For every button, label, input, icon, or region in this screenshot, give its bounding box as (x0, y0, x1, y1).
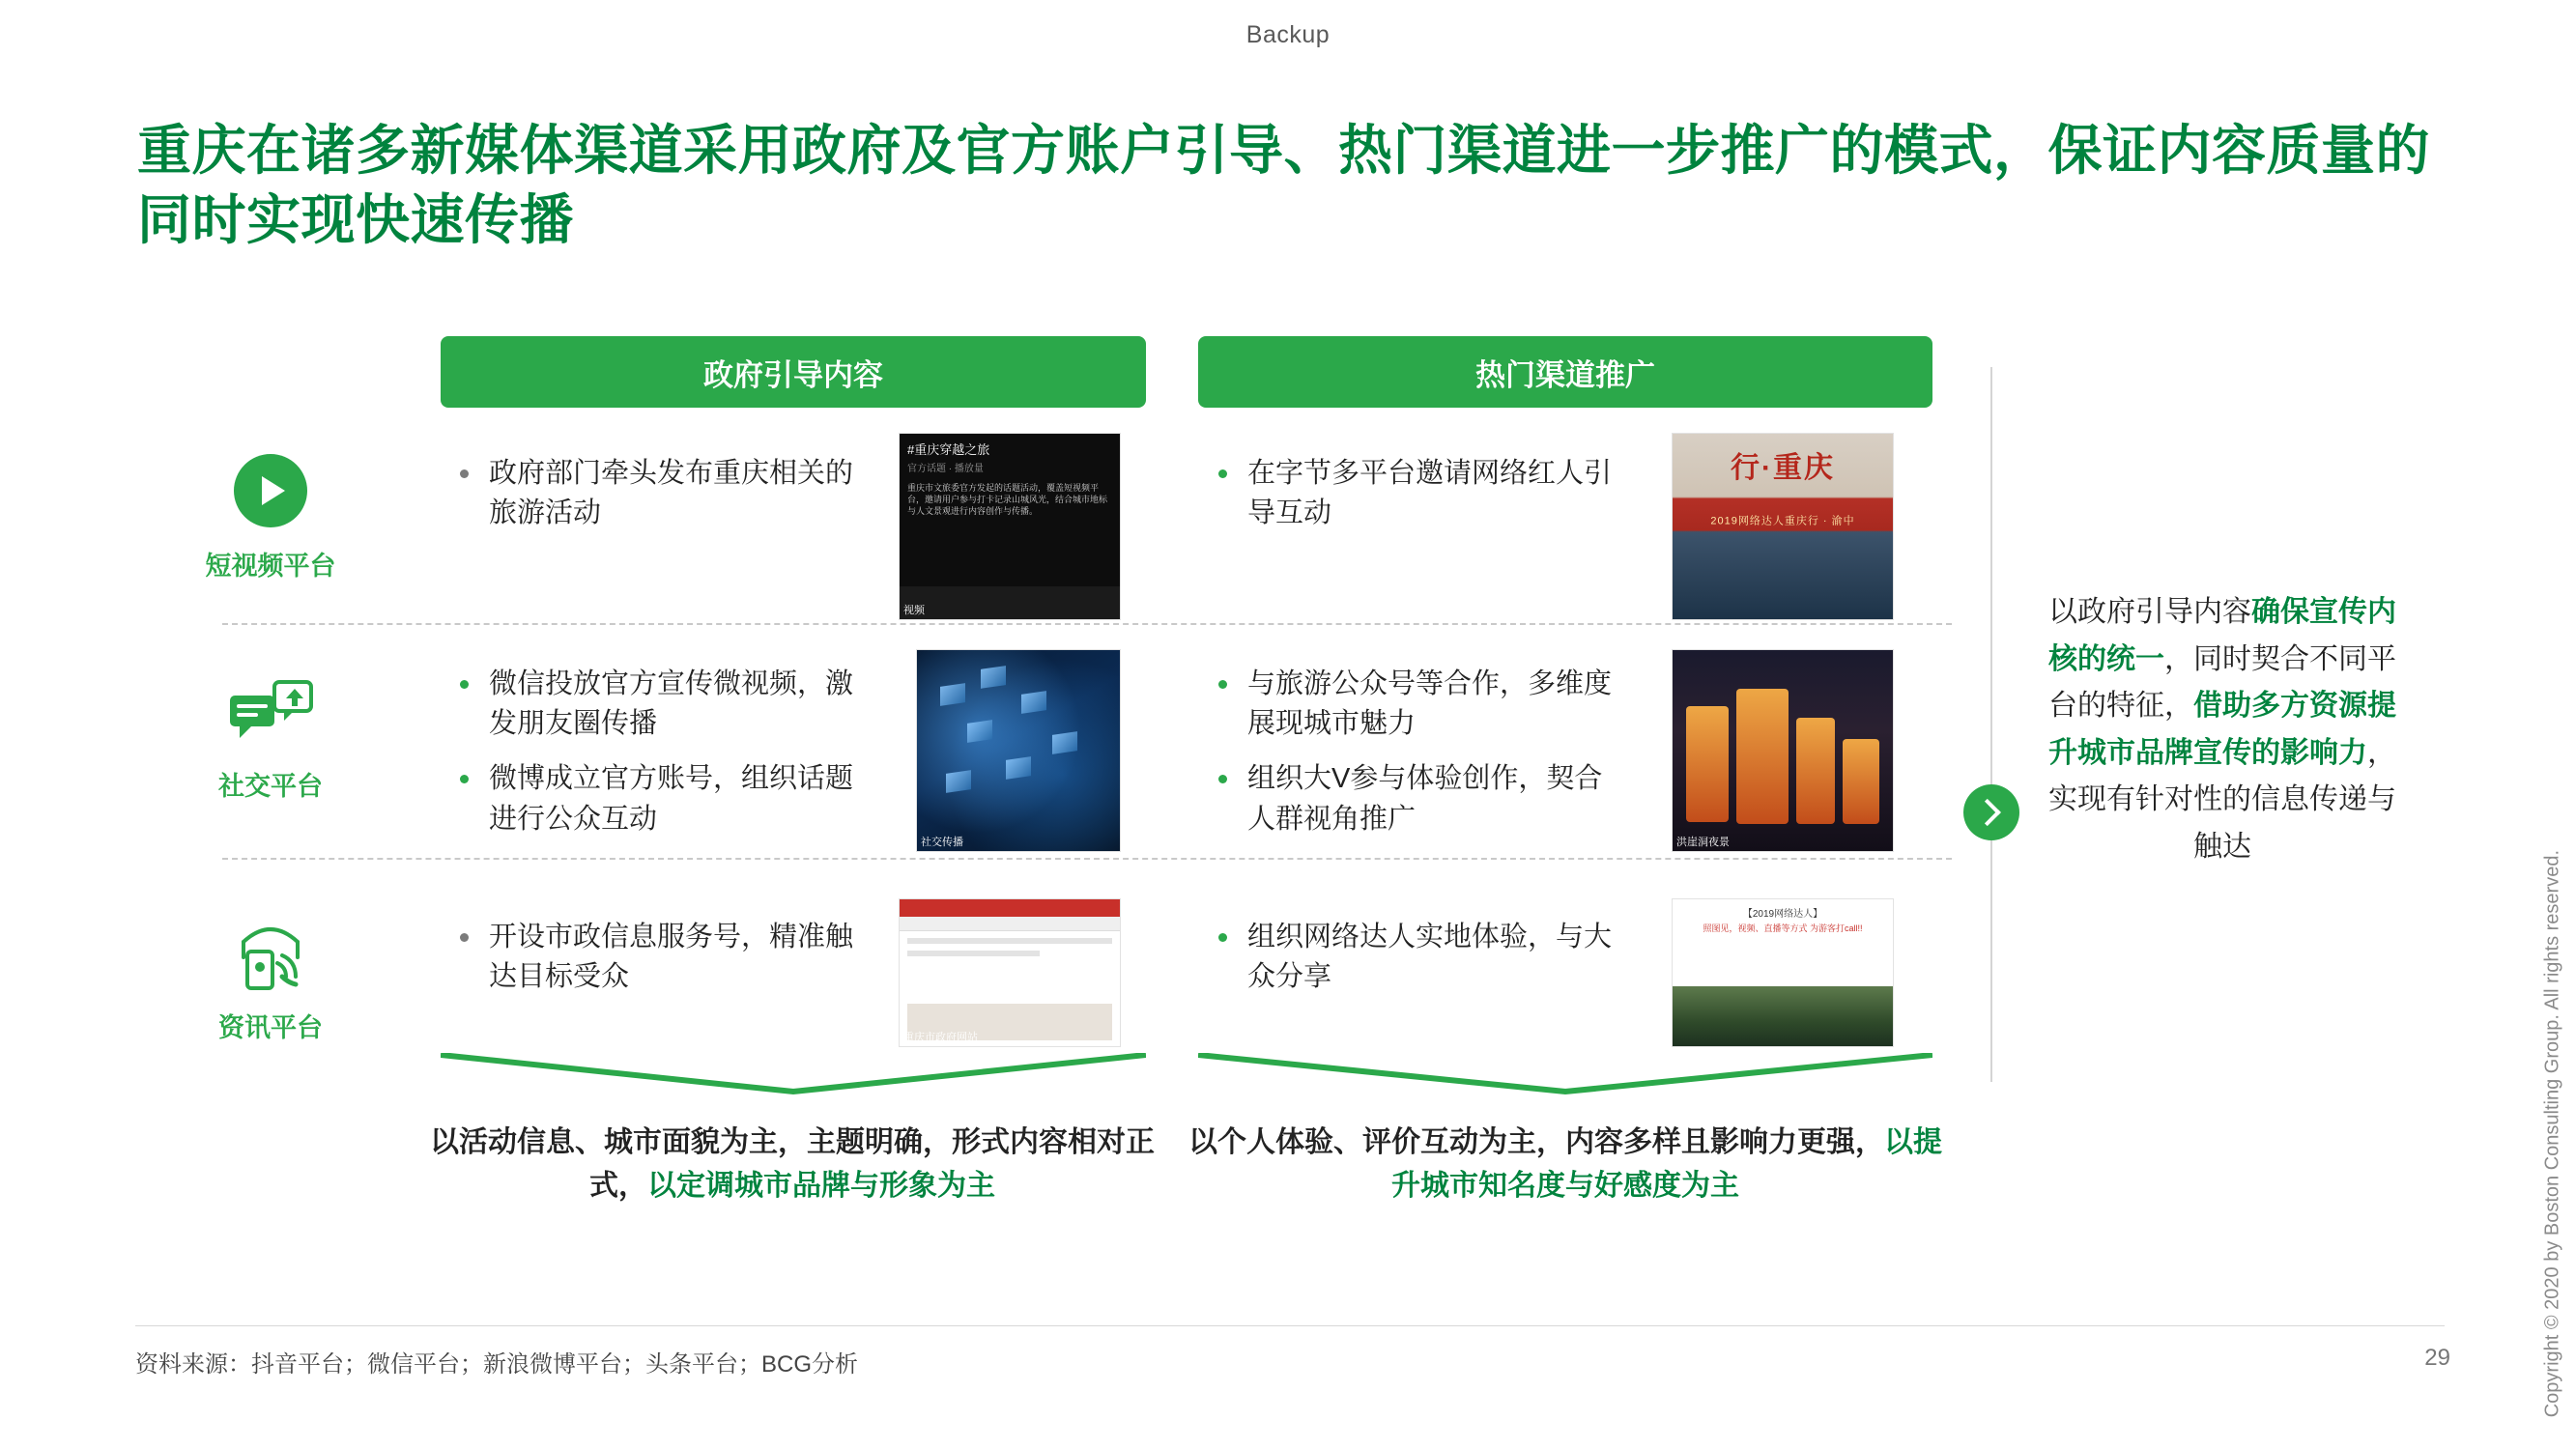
thumbnail-body: 重庆市文旅委官方发起的话题活动，覆盖短视频平台，邀请用户参与打卡记录山城风光，结合城市地标与人文景观进行内容创作与传播。 (907, 483, 1108, 517)
site-text-line (907, 938, 1112, 944)
category-label: 短视频平台 (205, 552, 336, 581)
thumbnail-short-video-post[interactable] (899, 433, 1121, 620)
bullet-list-gov-short-video (454, 454, 860, 549)
conclusion-highlight: 确保宣传内核的统一 (2048, 596, 2396, 675)
row-divider-1 (222, 623, 1952, 625)
list-item: 组织网络达人实地体验，与大众分享 (1213, 918, 1628, 997)
conclusion-highlight: 借助多方资源提升城市品牌宣传的影响力 (2048, 690, 2396, 769)
summary-highlight: 以定调城市品牌与形象为主 (647, 1170, 995, 1202)
bullet-list-hot-information (1213, 918, 1628, 1012)
category-social (184, 667, 358, 803)
list-item: 政府部门牵头发布重庆相关的旅游活动 (454, 454, 860, 533)
summary-text: 以活动信息、城市面貌为主， (430, 1126, 807, 1158)
vertical-divider (1990, 367, 1992, 1082)
row-divider-2 (222, 858, 1952, 860)
site-nav-bar (900, 917, 1120, 931)
summary-text: 主题明确，形式内容相对正式， (589, 1126, 1155, 1202)
page-title: 重庆在诸多新媒体渠道采用政府及官方账户引导、热门渠道进一步推广的模式，保证内容质量的同时实现快速传播 (137, 120, 2430, 250)
thumbnail-title: #重庆穿越之旅 (907, 442, 990, 457)
category-label: 资讯平台 (218, 1013, 323, 1042)
category-label: 社交平台 (218, 772, 323, 801)
bullet-list-gov-information (454, 918, 860, 1012)
chevron-down-icon (1198, 1053, 1932, 1097)
chat-bubble-icon (184, 667, 358, 755)
summary-government (425, 1121, 1159, 1208)
list-item: 微信投放官方宣传微视频，激发朋友圈传播 (454, 665, 860, 744)
column-header-government: 政府引导内容 (441, 336, 1146, 408)
summary-text: 以个人体验、评价互动为主， (1188, 1126, 1565, 1158)
thumbnail-caption: 社交传播 (921, 837, 963, 848)
summary-hot-channel (1188, 1121, 1942, 1208)
list-item: 在字节多平台邀请网络红人引导互动 (1213, 454, 1628, 533)
category-information (184, 908, 358, 1044)
poster-logo-text: 行·重庆 (1731, 452, 1835, 484)
thumbnail-news-article[interactable] (1672, 898, 1894, 1047)
thumbnail-night-city[interactable] (1672, 649, 1894, 852)
list-item: 组织大V参与体验创作，契合人群视角推广 (1213, 759, 1628, 838)
site-text-line (907, 951, 1040, 956)
bullet-list-hot-short-video (1213, 454, 1628, 549)
thumbnail-subtitle: 官方话题 · 播放量 (907, 464, 984, 474)
poster-band-text: 2019网络达人重庆行 · 渝中 (1710, 515, 1855, 527)
footer-divider (135, 1325, 2445, 1326)
list-item: 开设市政信息服务号，精准触达目标受众 (454, 918, 860, 997)
thumbnail-caption: 洪崖洞夜景 (1676, 837, 1730, 848)
news-subtitle: 照图见，视频、直播等方式 为游客打call!! (1703, 923, 1863, 933)
column-header-hot-channel: 热门渠道推广 (1198, 336, 1932, 408)
conclusion-text: 以政府引导内容 (2048, 596, 2251, 628)
thumbnail-government-website[interactable] (899, 898, 1121, 1047)
bullet-list-hot-social (1213, 665, 1628, 855)
list-item: 与旅游公众号等合作，多维度展现城市魅力 (1213, 665, 1628, 744)
summary-text: 内容多样且影响力更强， (1565, 1126, 1884, 1158)
page-number: 29 (2424, 1345, 2450, 1371)
conclusion-text: ，同时契合不同平台的特征， (2048, 642, 2396, 723)
category-short-video (184, 446, 358, 582)
copyright-notice: Copyright © 2020 by Boston Consulting Group. All rights reserved. (2541, 850, 2562, 1418)
source-note: 资料来源：抖音平台；微信平台；新浪微博平台；头条平台；BCG分析 (135, 1351, 859, 1378)
thumbnail-caption: 重庆市政府网站 (903, 1032, 978, 1043)
right-conclusion-text (2048, 589, 2396, 871)
news-title: 【2019网络达人】 (1742, 909, 1823, 920)
thumbnail-social-tech[interactable] (916, 649, 1121, 852)
thumbnail-caption: 视频 (903, 605, 925, 616)
bullet-list-gov-social (454, 665, 860, 855)
site-header-bar (900, 899, 1120, 917)
play-icon (184, 446, 358, 535)
list-item: 微博成立官方账号，组织话题进行公众互动 (454, 759, 860, 838)
chevron-right-icon (1963, 784, 2019, 840)
mobile-signal-icon (184, 908, 358, 997)
chevron-down-icon (441, 1053, 1146, 1097)
backup-label: Backup (1245, 21, 1331, 48)
news-image (1673, 986, 1893, 1046)
summary-highlight: 以提升城市知名度与好感度为主 (1391, 1126, 1942, 1202)
conclusion-text: ，实现有针对性的信息传递与触达 (2048, 736, 2396, 863)
thumbnail-xing-chongqing-poster[interactable] (1672, 433, 1894, 620)
